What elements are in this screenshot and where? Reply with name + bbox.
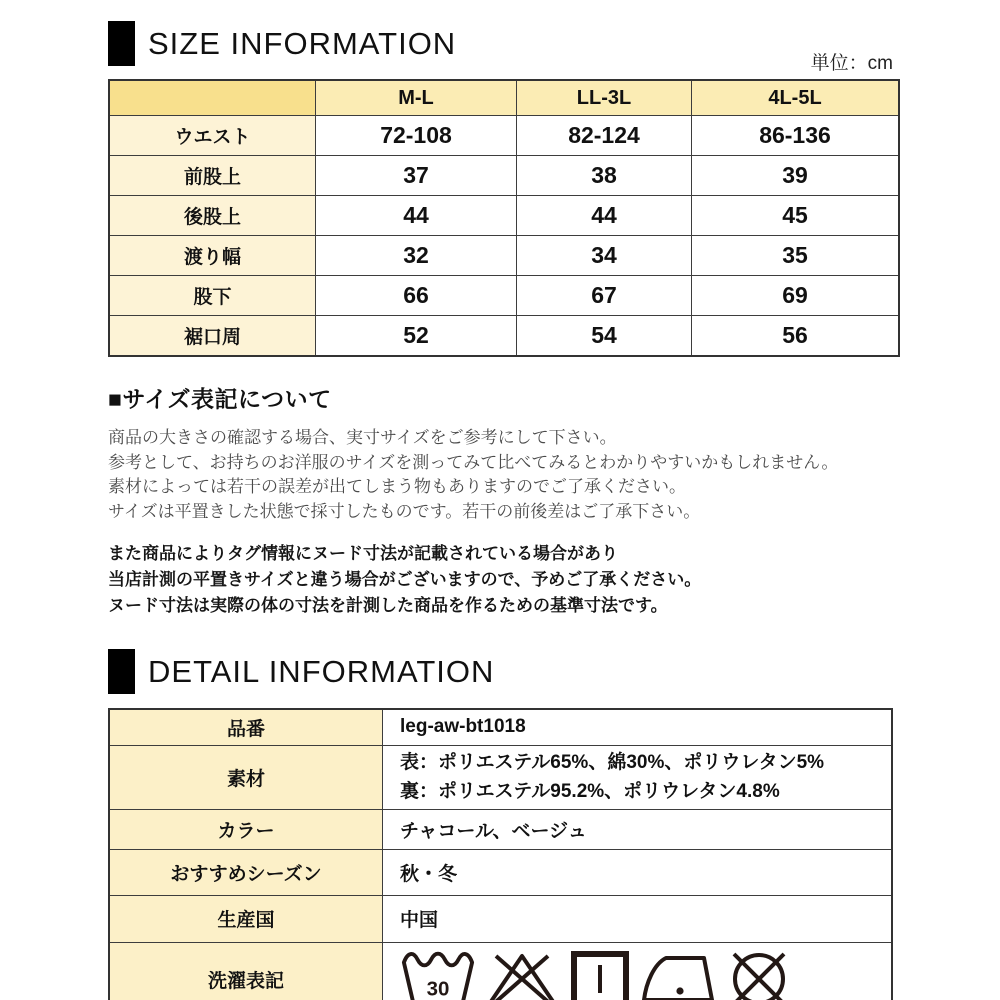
detail-row-color — [109, 809, 892, 849]
line-dry-icon — [568, 949, 632, 1000]
note-line: 商品の大きさの確認する場合、実寸サイズをご参考にして下さい。 — [108, 428, 617, 447]
material-lining-line: 裏：ポリエステル95.2%、ポリウレタン4.8% — [400, 781, 780, 802]
detail-row-item-number — [109, 709, 892, 745]
note-line: 素材によっては若干の誤差が出てしまう物もありますのでご了承ください。 — [108, 477, 686, 496]
size-cell: 86-136 — [692, 116, 900, 156]
wash-temp-label: 30 — [426, 977, 450, 1000]
size-cell: 44 — [316, 196, 517, 236]
size-cell: 32 — [316, 236, 517, 276]
size-col-header: M-L — [316, 80, 517, 116]
size-note-heading: ■サイズ表記について — [108, 386, 332, 412]
heading-square-icon — [108, 649, 135, 694]
size-cell: 72-108 — [316, 116, 517, 156]
note-line: サイズは平置きした状態で採寸したものです。若干の前後差はご了承下さい。 — [108, 501, 701, 521]
size-table-row — [109, 156, 899, 196]
detail-row-material — [109, 745, 892, 809]
size-table-header-row — [109, 80, 899, 116]
size-row-label: ウエスト — [109, 116, 316, 156]
note-line: 参考として、お持ちのお洋服のサイズを測ってみて比べてみるとわかりやすいかもしれません。 — [108, 452, 839, 472]
size-cell: 38 — [517, 156, 692, 196]
size-cell: 45 — [692, 196, 900, 236]
size-cell: 35 — [692, 236, 900, 276]
size-cell: 54 — [517, 316, 692, 357]
laundry-care-icons — [400, 949, 891, 1000]
heading-square-icon — [108, 21, 135, 66]
size-row-label: 前股上 — [109, 156, 316, 196]
nude-size-paragraph — [108, 541, 893, 619]
content-column — [108, 20, 893, 1000]
detail-row-label: カラー — [109, 809, 383, 849]
note-line-bold: ヌード寸法は実際の体の寸法を計測した商品を作るための基準寸法です。 — [108, 596, 668, 615]
size-note-paragraph — [108, 426, 893, 524]
detail-row-label: 素材 — [109, 745, 383, 809]
detail-section-header — [108, 648, 893, 695]
size-col-header: LL-3L — [517, 80, 692, 116]
size-table — [108, 79, 900, 357]
detail-row-country — [109, 895, 892, 942]
note-line-bold: 当店計測の平置きサイズと違う場合がございますので、予めご了承ください。 — [108, 570, 702, 589]
size-cell: 56 — [692, 316, 900, 357]
unit-label: 単位：cm — [810, 53, 893, 74]
detail-row-value — [383, 942, 893, 1000]
size-section-title: SIZE INFORMATION — [148, 25, 457, 61]
size-row-label: 股下 — [109, 276, 316, 316]
size-cell: 44 — [517, 196, 692, 236]
do-not-dryclean-icon — [724, 949, 794, 1000]
wash-tub-30-icon — [400, 949, 476, 1000]
detail-section-title: DETAIL INFORMATION — [148, 653, 495, 689]
detail-row-value — [383, 745, 893, 809]
size-cell: 67 — [517, 276, 692, 316]
size-table-row — [109, 116, 899, 156]
size-cell: 52 — [316, 316, 517, 357]
note-line-bold: また商品によりタグ情報にヌード寸法が記載されている場合があり — [108, 544, 618, 563]
size-cell: 37 — [316, 156, 517, 196]
size-row-label: 後股上 — [109, 196, 316, 236]
size-cell: 39 — [692, 156, 900, 196]
size-table-row — [109, 276, 899, 316]
material-outer-line: 表：ポリエステル65%、綿30%、ポリウレタン5% — [400, 752, 825, 773]
size-cell: 34 — [517, 236, 692, 276]
size-col-header: 4L-5L — [692, 80, 900, 116]
detail-row-value: 秋・冬 — [383, 849, 893, 895]
detail-table — [108, 708, 893, 1000]
do-not-bleach-icon — [481, 949, 563, 1000]
size-section-header — [108, 20, 893, 74]
detail-row-label: 品番 — [109, 709, 383, 745]
detail-row-label: 洗濯表記 — [109, 942, 383, 1000]
detail-row-label: おすすめシーズン — [109, 849, 383, 895]
size-table-corner-cell — [109, 80, 316, 116]
size-cell: 82-124 — [517, 116, 692, 156]
iron-low-one-dot-icon — [637, 949, 719, 1000]
detail-row-value: leg-aw-bt1018 — [383, 709, 893, 745]
size-table-row — [109, 196, 899, 236]
detail-row-value: チャコール、ベージュ — [383, 809, 893, 849]
size-cell: 66 — [316, 276, 517, 316]
detail-row-season — [109, 849, 892, 895]
size-row-label: 渡り幅 — [109, 236, 316, 276]
detail-row-laundry — [109, 942, 892, 1000]
size-cell: 69 — [692, 276, 900, 316]
size-row-label: 裾口周 — [109, 316, 316, 357]
detail-row-value: 中国 — [383, 895, 893, 942]
size-table-row — [109, 316, 899, 357]
size-table-row — [109, 236, 899, 276]
detail-row-label: 生産国 — [109, 895, 383, 942]
